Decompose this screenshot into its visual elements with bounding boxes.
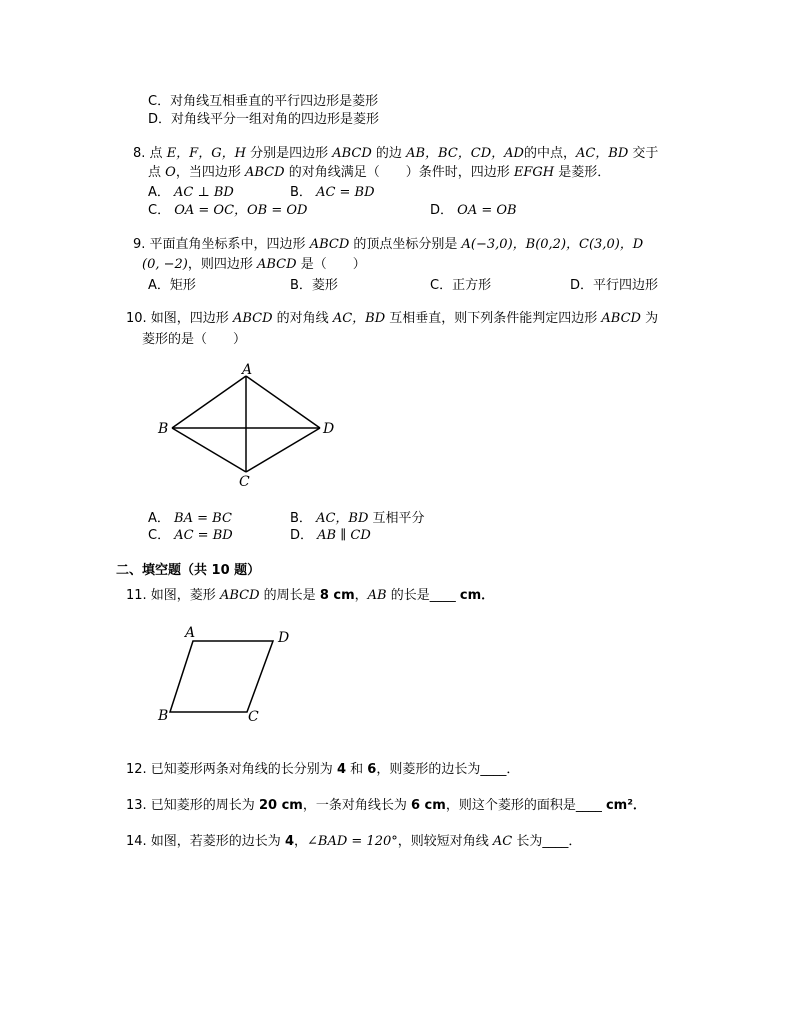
q8-stem-line2: 点 O，当四边形 ABCD 的对角线满足（ ）条件时，四边形 EFGH 是菱形． <box>148 165 611 180</box>
q10-rhombus-figure <box>150 362 340 490</box>
section-heading-fill-in: 二、填空题（共 10 题） <box>116 563 261 578</box>
q10-stem-line2: 菱形的是（ ） <box>142 332 247 347</box>
q8-option-d: D． OA = OB <box>430 203 517 218</box>
q14-stem: 14. 如图，若菱形的边长为 4，∠BAD = 120°，则较短对角线 AC 长为____． <box>126 834 582 849</box>
vertex-label-d: D <box>323 421 335 437</box>
vertex-label-d: D <box>278 630 290 646</box>
q8-option-b: B． AC = BD <box>290 185 375 200</box>
q8-option-a: A． AC ⊥ BD <box>148 185 234 200</box>
q9-stem-line2: (0, −2)，则四边形 ABCD 是（ ） <box>142 257 366 272</box>
q10-option-a: A． BA = BC <box>148 511 232 526</box>
edge-ab <box>172 376 246 428</box>
vertex-label-c: C <box>248 709 259 725</box>
q9-stem-line1: 9. 平面直角坐标系中，四边形 ABCD 的顶点坐标分别是 A(−3,0)，B(0,2)，C(3,0)，D <box>133 237 644 252</box>
vertex-label-a: A <box>242 362 253 378</box>
q9-option-c: C．正方形 <box>430 278 492 293</box>
q11-rhombus-figure <box>150 620 300 730</box>
rhombus-abcd <box>170 641 273 712</box>
q10-option-c: C． AC = BD <box>148 528 233 543</box>
q12-stem: 12. 已知菱形两条对角线的长分别为 4 和 6，则菱形的边长为____． <box>126 762 520 777</box>
vertex-label-b: B <box>158 708 169 724</box>
q10-option-b: B． AC，BD 互相平分 <box>290 511 425 526</box>
q7-option-d: D．对角线平分一组对角的四边形是菱形 <box>148 112 380 127</box>
q7-option-c: C．对角线互相垂直的平行四边形是菱形 <box>148 94 379 109</box>
edge-cd <box>246 428 320 472</box>
vertex-label-b: B <box>158 421 169 437</box>
vertex-label-c: C <box>239 474 250 490</box>
edge-ad <box>246 376 320 428</box>
q10-option-d: D． AB ∥ CD <box>290 528 371 543</box>
edge-bc <box>172 428 246 472</box>
q9-option-a: A．矩形 <box>148 278 196 293</box>
q8-option-c: C． OA = OC，OB = OD <box>148 203 308 218</box>
q10-stem-line1: 10. 如图，四边形 ABCD 的对角线 AC，BD 互相垂直，则下列条件能判定四边形 ABCD 为 <box>126 311 659 326</box>
q9-option-b: B．菱形 <box>290 278 338 293</box>
q8-stem-line1: 8. 点 E，F，G，H 分别是四边形 ABCD 的边 AB，BC，CD，AD的中点，AC，BD 交于 <box>133 146 659 161</box>
q13-stem: 13. 已知菱形的周长为 20 cm，一条对角线长为 6 cm，则这个菱形的面积是____ cm²． <box>126 798 646 813</box>
q9-option-d: D．平行四边形 <box>570 278 659 293</box>
q11-stem: 11. 如图，菱形 ABCD 的周长是 8 cm，AB 的长是____ cm． <box>126 588 495 603</box>
vertex-label-a: A <box>185 625 196 641</box>
